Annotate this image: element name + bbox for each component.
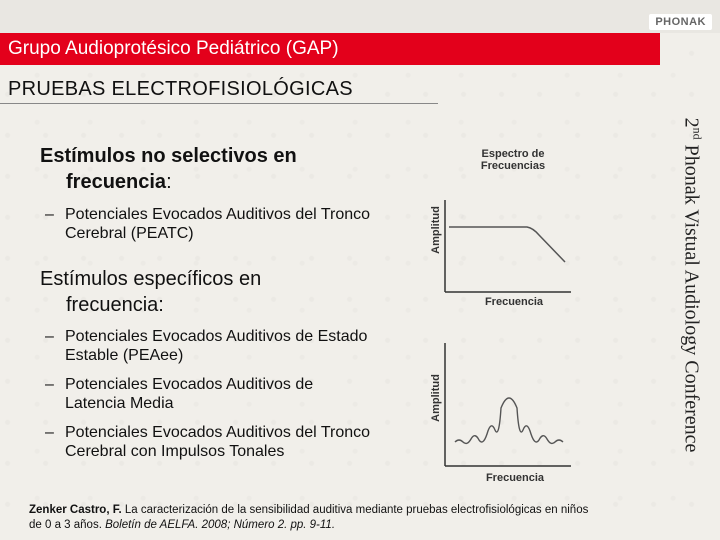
list-item: – Potenciales Evocados Auditivos de Estado Estable (PEAee) bbox=[45, 328, 368, 364]
spectrum-chart-frequency-specific bbox=[425, 338, 575, 488]
citation-author: Zenker Castro, F. bbox=[29, 504, 122, 516]
phonak-logo: PHONAK bbox=[649, 14, 712, 30]
heading-line: Estímulos específicos en bbox=[40, 268, 262, 290]
x-axis-label: Frecuencia bbox=[485, 472, 545, 484]
slide-title: Grupo Audioprotésico Pediátrico (GAP) bbox=[8, 38, 339, 59]
spectrum-curve bbox=[455, 398, 563, 443]
subtitle-divider bbox=[0, 103, 438, 104]
conference-text: 2nd Phonak Vistual Audiology Conference bbox=[680, 117, 704, 453]
list-item: – Potenciales Evocados Auditivos del Tronco Cerebral con Impulsos Tonales bbox=[45, 424, 371, 460]
chart-title-line: Frecuencias bbox=[480, 160, 546, 172]
conference-banner bbox=[663, 70, 720, 500]
citation-text: La caracterización de la sensibilidad auditiva mediante pruebas electrofisiológicas en niños de 0 a 3 años. bbox=[29, 504, 589, 531]
chart-title-line: Espectro de bbox=[481, 148, 545, 160]
heading-specific bbox=[40, 266, 261, 318]
section-subtitle: PRUEBAS ELECTROFISIOLÓGICAS bbox=[8, 78, 353, 100]
heading-line: frecuencia: bbox=[66, 171, 172, 193]
list-item: – Potenciales Evocados Auditivos del Tronco Cerebral (PEATC) bbox=[45, 206, 371, 242]
spectrum-curve bbox=[449, 227, 565, 262]
list-item: – Potenciales Evocados Auditivos de Latencia Media bbox=[45, 376, 314, 412]
heading-line: Estímulos no selectivos en bbox=[40, 145, 297, 167]
y-axis-label: Amplitud bbox=[430, 374, 442, 422]
heading-line: frecuencia: bbox=[66, 294, 164, 316]
citation-journal: Boletín de AELFA. 2008; Número 2. pp. 9-11. bbox=[105, 519, 336, 531]
x-axis-label: Frecuencia bbox=[484, 296, 544, 308]
citation bbox=[29, 503, 589, 533]
top-band bbox=[0, 0, 720, 33]
spectrum-chart-broadband bbox=[425, 140, 575, 310]
title-bar bbox=[0, 33, 660, 65]
heading-non-selective bbox=[40, 143, 297, 195]
y-axis-label: Amplitud bbox=[430, 206, 442, 254]
